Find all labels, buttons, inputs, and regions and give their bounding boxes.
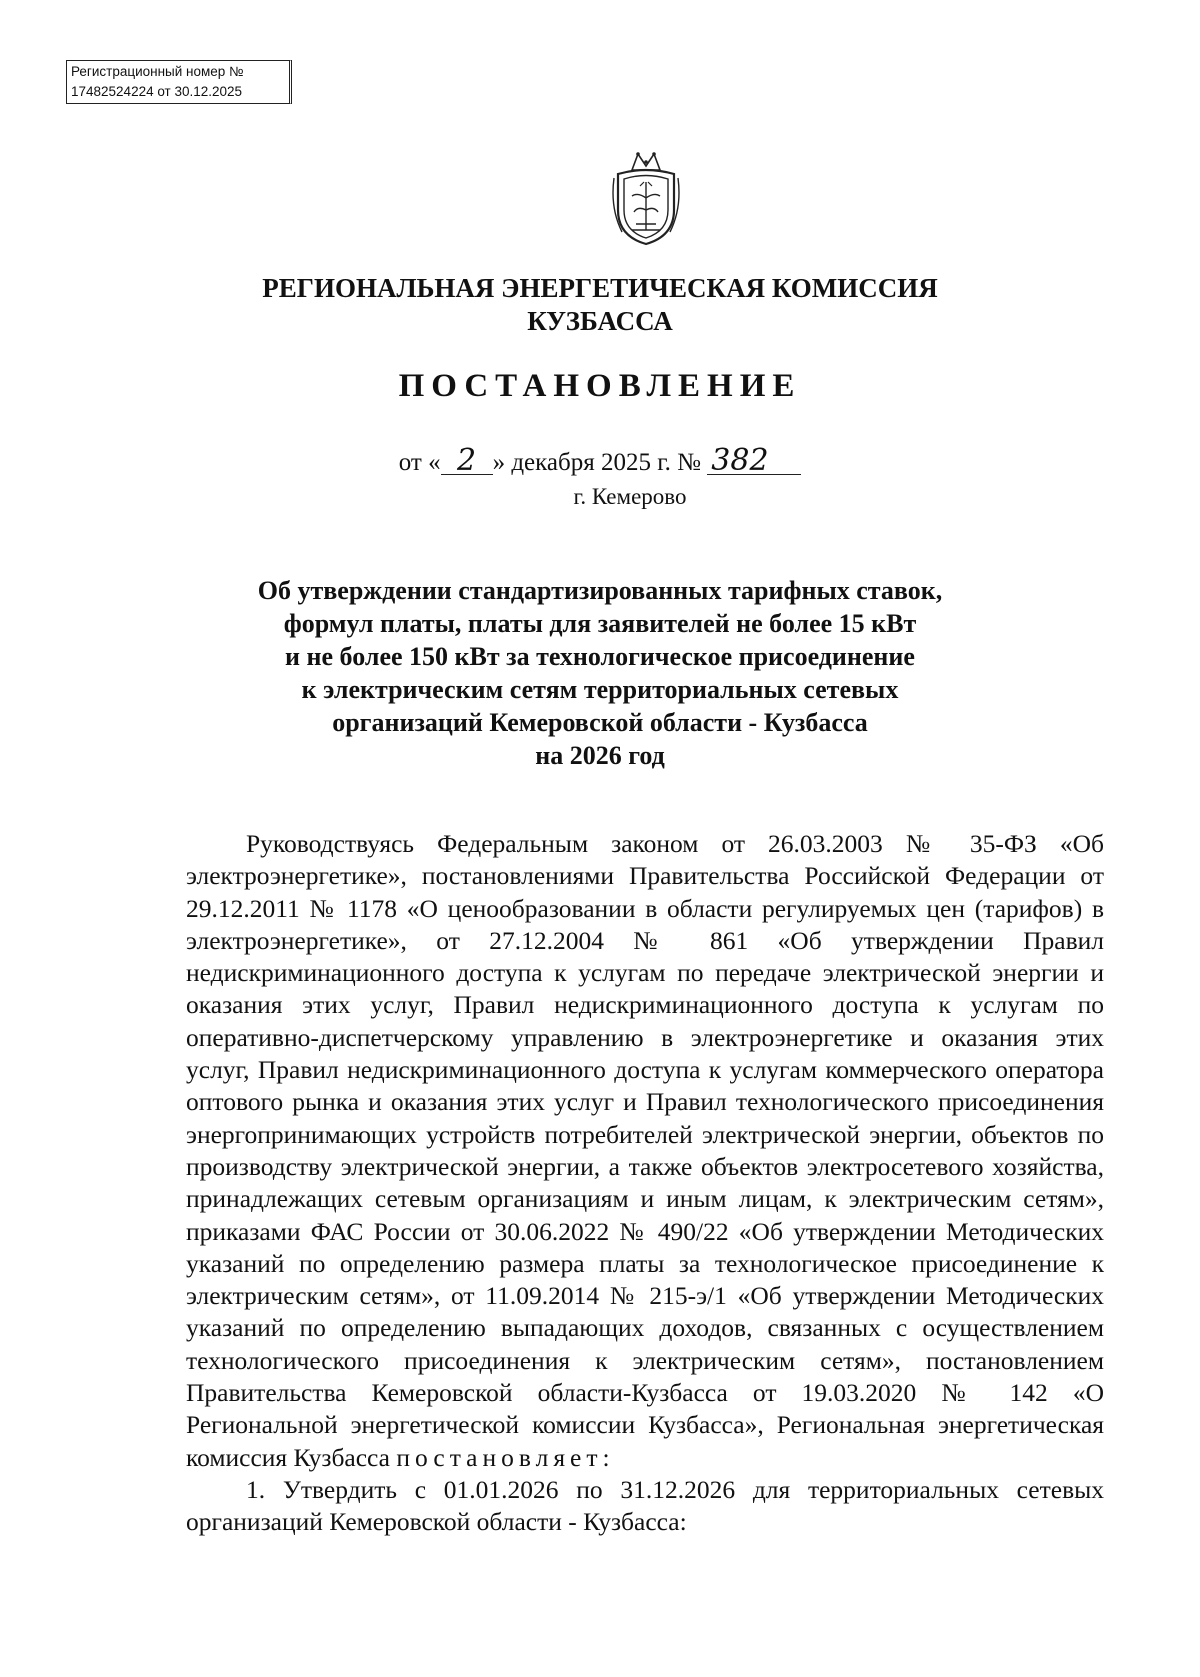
subject-line: организаций Кемеровской области - Кузбасса: [332, 708, 868, 737]
subject-line: Об утверждении стандартизированных тарифных ставок,: [257, 576, 943, 605]
date-month-year: » декабря 2025 г. №: [492, 449, 702, 476]
coat-of-arms-icon: [608, 148, 684, 248]
document-type: ПОСТАНОВЛЕНИЕ: [398, 368, 802, 404]
item-1-paragraph: 1. Утвердить с 01.01.2026 по 31.12.2026 для территориальных сетевых организаций Кемеровской области - Кузбасса:: [186, 1474, 1104, 1537]
subject-line: к электрическим сетям территориальных сетевых: [301, 675, 899, 704]
registration-line-1: Регистрационный номер №: [71, 64, 244, 79]
organization-title-line-1: РЕГИОНАЛЬНАЯ ЭНЕРГЕТИЧЕСКАЯ КОМИССИЯ: [262, 273, 938, 303]
organization-title-line-2: КУЗБАССА: [527, 306, 673, 336]
handwritten-day: 2: [441, 448, 493, 475]
registration-stamp: [66, 60, 292, 104]
registration-line-2: 17482524224 от 30.12.2025: [71, 84, 243, 99]
preamble-paragraph: [186, 828, 1104, 1474]
preamble-text: Руководствуясь Федеральным законом от 26.03.2003 № 35-ФЗ «Об электроэнергетике», постановлениями Правительства Российской Федерации от 29.12.2011 № 1178 «О ценообразовании в области регулируемых цен (тарифов) в электроэнергетике», от 27.12.2004 № 861 «Об утверждении Правил недискриминационного доступа к услугам по передаче электрической энергии и оказания этих услуг, Правил недискриминационного доступа к услугам по оперативно-диспетчерскому управлению в электроэнергетике и оказания этих услуг, Правил недискриминационного доступа к услугам коммерческого оператора оптового рынка и оказания этих услуг и Правил технологического присоединения энергопринимающих устройств потребителей электрической энергии, объектов по производству электрической энергии, а также объектов электросетевого хозяйства, принадлежащих сетевым организациям и иным лицам, к электрическим сетям», приказами ФАС России от 30.06.2022 № 490/22 «Об утверждении Методических указаний по определению размера платы за технологическое присоединение к электрическим сетям», от 11.09.2014 № 215-э/1 «Об утверждении Методических указаний по определению выпадающих доходов, связанных с осуществлением технологического присоединения к электрическим сетям», постановлением Правительства Кемеровской области-Кузбасса от 19.03.2020 № 142 «О Региональной энергетической комиссии Кузбасса», Региональная энергетическая комиссия Кузбасса: [186, 829, 1104, 1472]
document-subject: [0, 574, 1200, 772]
document-body: [186, 828, 1104, 1539]
date-prefix: от «: [398, 449, 441, 476]
subject-line: и не более 150 кВт за технологическое присоединение: [285, 642, 915, 671]
handwritten-number: 382: [707, 448, 801, 475]
organization-title: [0, 272, 1200, 338]
resolves-word: постановляет:: [396, 1442, 615, 1472]
city: г. Кемерово: [573, 484, 687, 509]
date-line: [0, 443, 1200, 478]
subject-line: формул платы, платы для заявителей не более 15 кВт: [283, 609, 917, 638]
subject-line: на 2026 год: [535, 741, 665, 770]
